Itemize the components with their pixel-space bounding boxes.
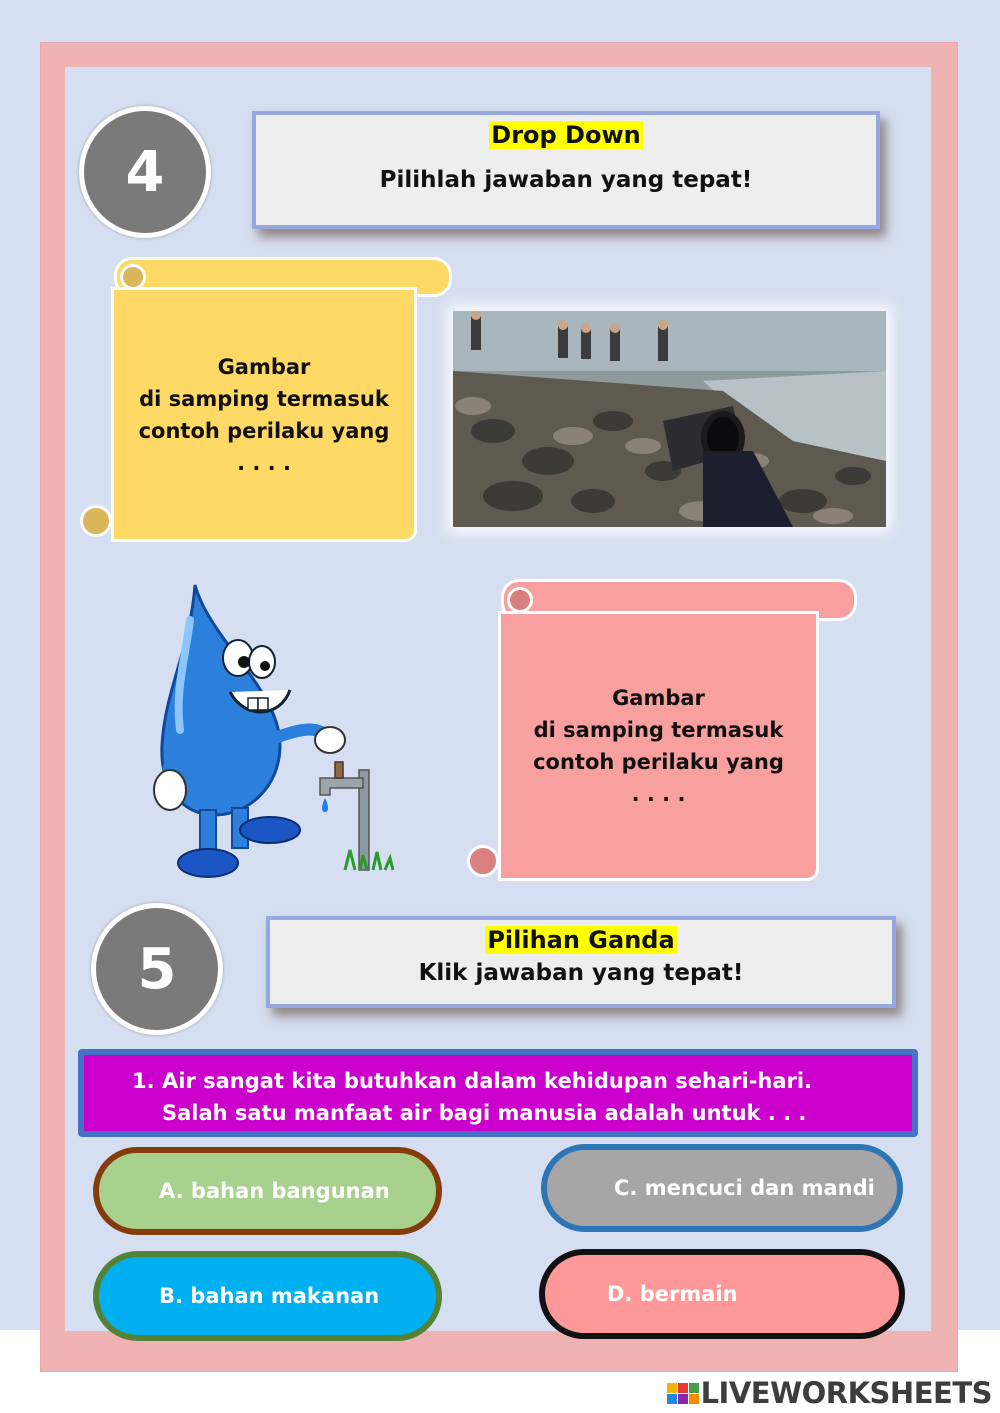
section5-title-box [266,916,896,1008]
liveworksheets-grid-icon [667,1383,699,1404]
section4-title-label: Drop Down [491,121,641,149]
answer-d-label: D. bermain [607,1282,738,1306]
answer-option-a[interactable] [93,1147,442,1235]
yellow-scroll-body [111,287,417,542]
yellow-scroll-line-3: contoh perilaku yang [138,418,390,443]
pink-scroll-banner [463,579,859,884]
pink-scroll-line-3: contoh perilaku yang [533,750,784,774]
question-text-line-2: Salah satu manfaat air bagi manusia adalah untuk . . . [162,1101,807,1125]
scroll-curl-top-icon [120,264,146,290]
yellow-scroll-line-2: di samping termasuk [139,386,389,411]
section4-title-box [252,111,880,229]
pink-scroll-line-1: Gambar [612,686,705,710]
yellow-scroll-banner [76,257,456,547]
answer-c-label: C. mencuci dan mandi [614,1176,875,1200]
answer-a-label: A. bahan bangunan [159,1179,390,1203]
yellow-scroll-line-4: . . . . [237,450,291,475]
answer-option-b[interactable] [93,1251,442,1341]
liveworksheets-brand-text: LIVEWORKSHEETS [700,1376,992,1410]
sewage-pipe-photo [453,311,886,527]
question-number: 1. [132,1069,155,1093]
faucet-icon [315,740,405,875]
answer-b-label: B. bahan makanan [159,1284,380,1308]
question-text-line-1: Air sangat kita butuhkan dalam kehidupan sehari-hari. [162,1069,813,1093]
question-box [78,1049,918,1137]
pink-scroll-body [498,611,819,881]
answer-option-c[interactable] [541,1144,903,1232]
section-number-4: 4 [79,106,211,238]
section5-title-label: Pilihan Ganda [487,926,675,954]
section-number-5: 5 [91,903,223,1035]
liveworksheets-logo [667,1376,992,1410]
pink-scroll-line-4: . . . . [631,782,686,806]
section4-instruction: Pilihlah jawaban yang tepat! [379,167,753,193]
scroll-curl-top-icon [507,587,533,613]
scroll-curl-bottom-icon [467,845,499,877]
answer-option-d[interactable] [539,1249,905,1339]
yellow-scroll-line-1: Gambar [217,354,311,379]
pink-scroll-line-2: di samping termasuk [533,718,784,742]
section5-instruction: Klik jawaban yang tepat! [418,960,744,986]
scroll-curl-bottom-icon [80,505,112,537]
